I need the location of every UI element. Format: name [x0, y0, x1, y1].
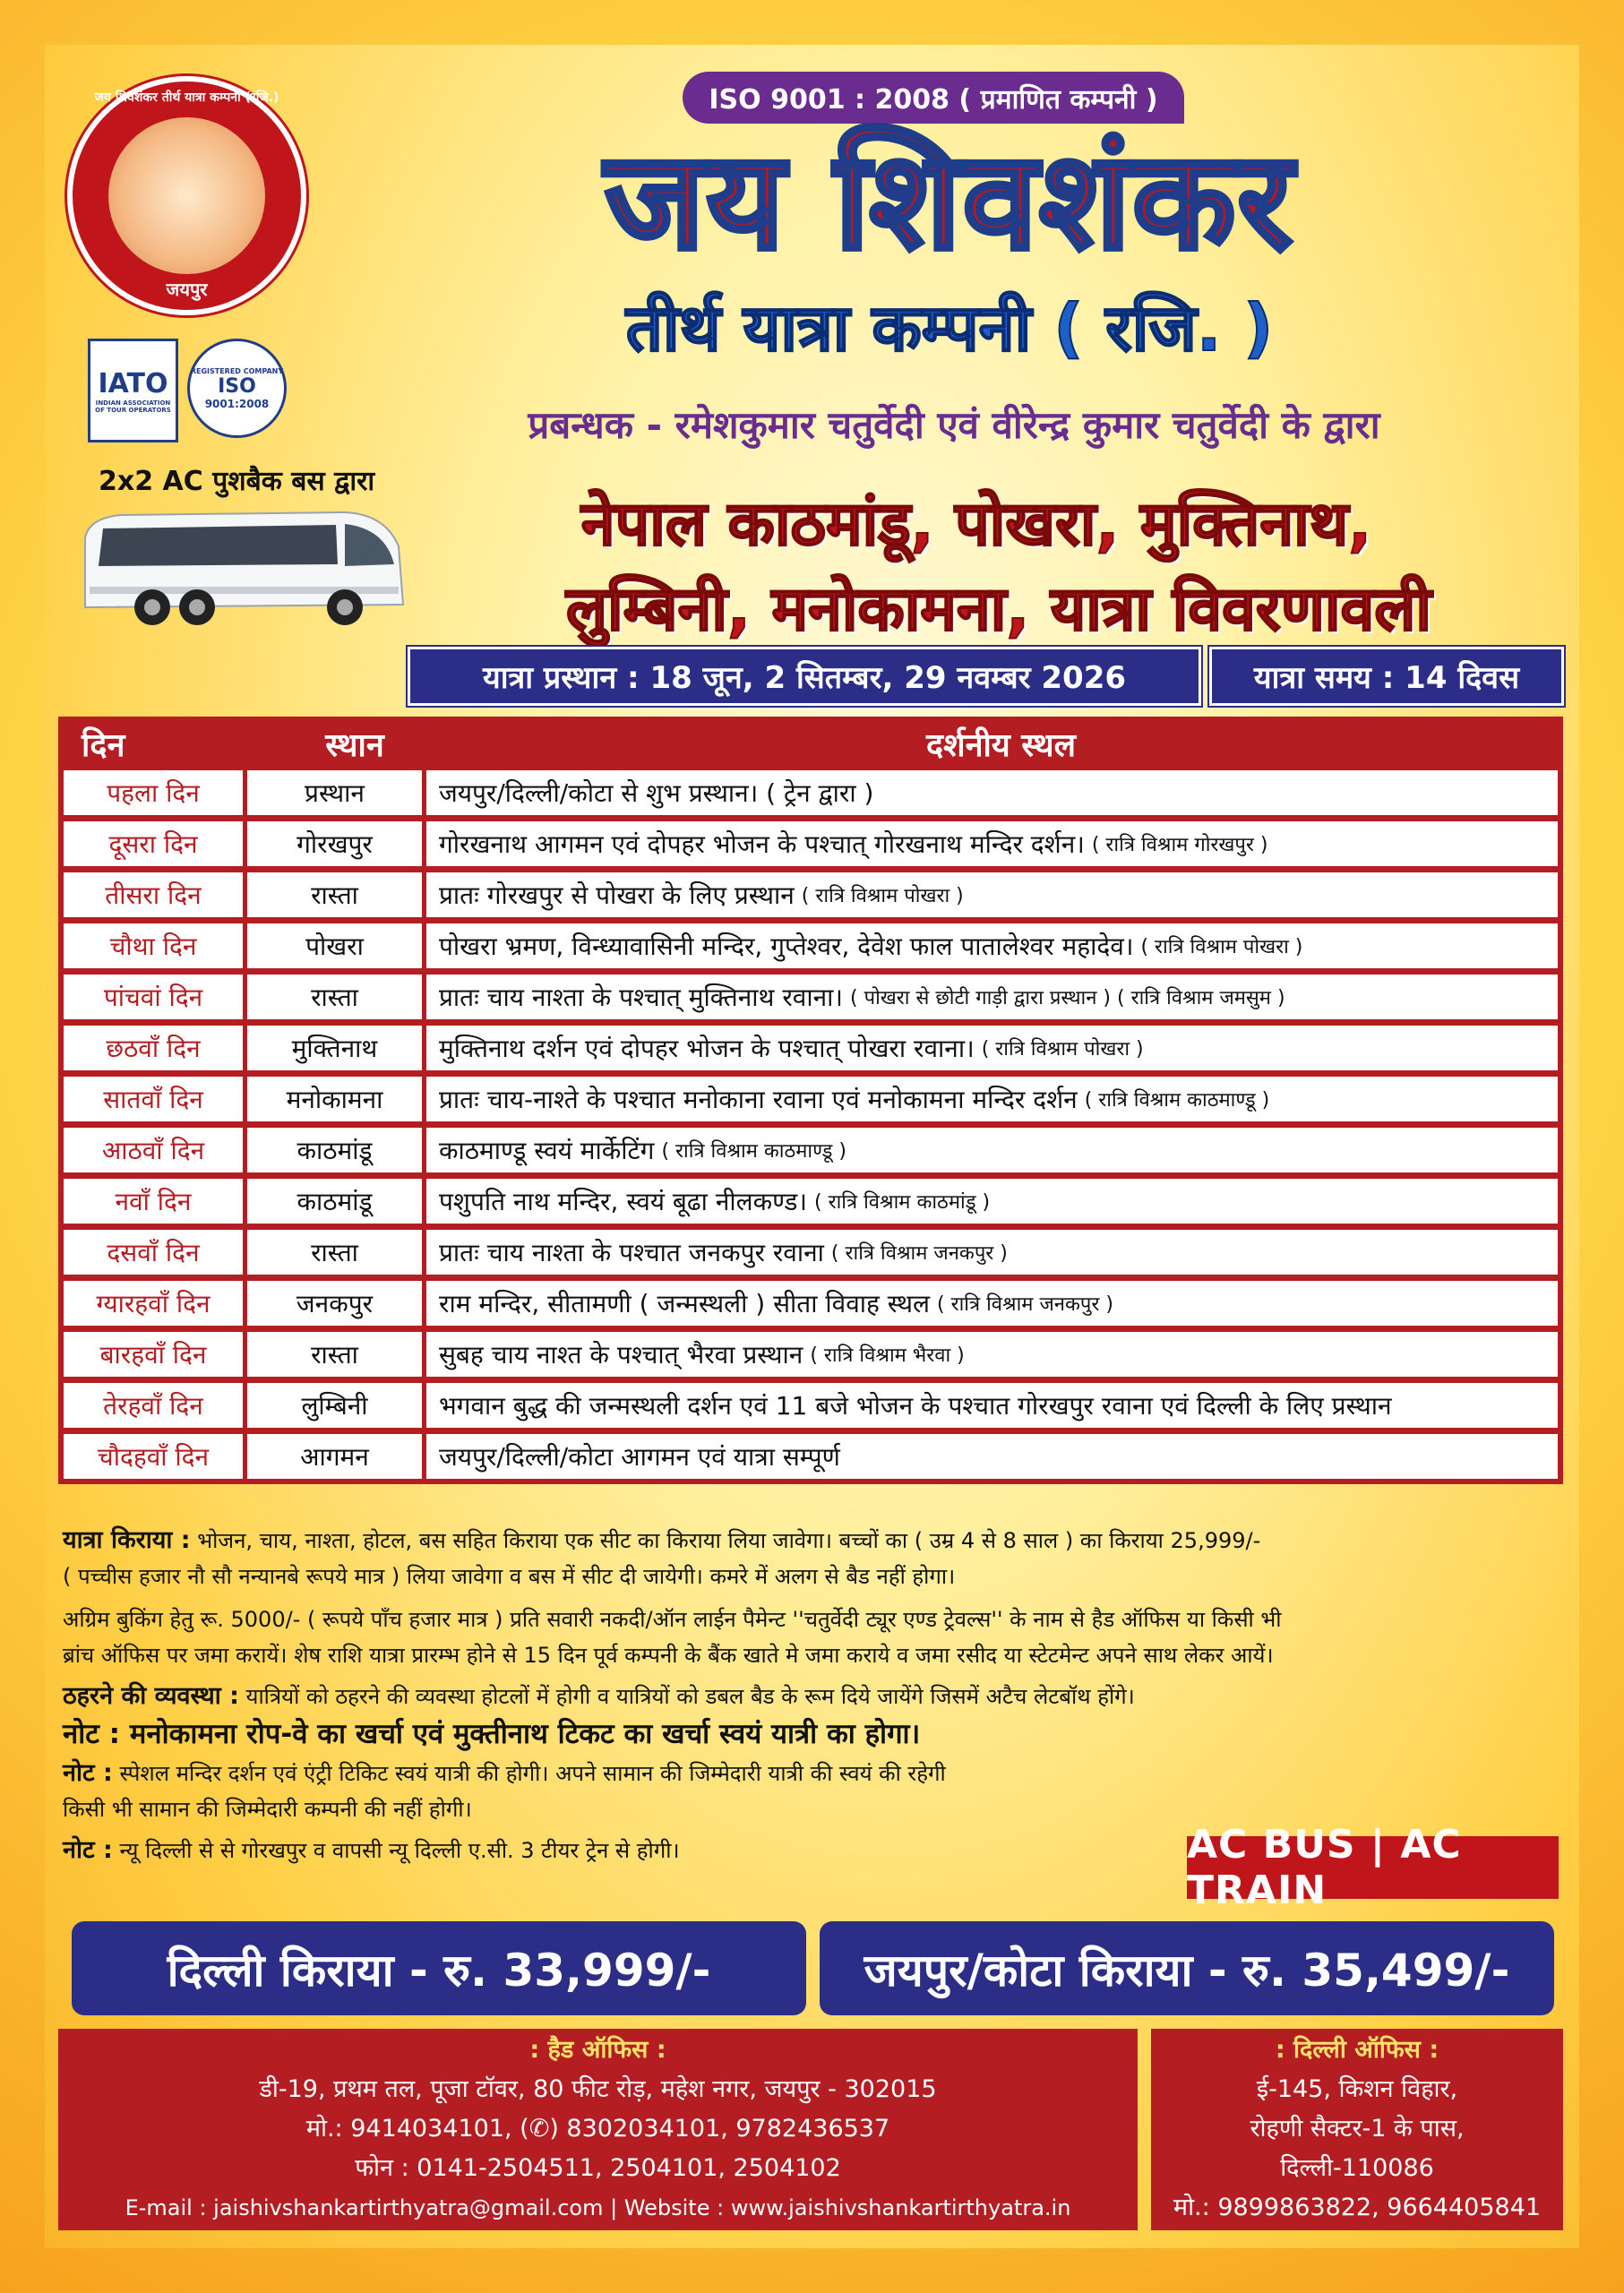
company-subtitle: तीर्थ यात्रा कम्पनी ( रजि. ) — [625, 290, 1274, 365]
header-place: स्थान — [325, 726, 384, 764]
row-place: मुक्तिनाथ — [247, 1026, 426, 1070]
tour-title-line1: नेपाल काठमांडू, पोखरा, मुक्तिनाथ, — [580, 489, 1372, 560]
iato-logo — [88, 339, 178, 442]
row-night-stay: ( रात्रि विश्राम भैरवा ) — [810, 1344, 965, 1367]
itinerary-row — [64, 1077, 1558, 1121]
note2-text: स्पेशल मन्दिर दर्शन एवं एंट्री टिकिट स्वयं यात्री की होगी। अपने सामान की जिम्मेदारी यात्री की स्वयं की रहेगी — [119, 1761, 946, 1786]
delhi-office-line1: ई-145, किशन विहार, — [1256, 2075, 1458, 2103]
itinerary-row — [64, 1434, 1558, 1479]
delhi-office-title: : दिल्ली ऑफिस : — [1275, 2036, 1439, 2064]
fare-label: यात्रा किराया : — [63, 1526, 191, 1554]
row-place: रास्ता — [247, 975, 426, 1019]
row-desc: मुक्तिनाथ दर्शन एवं दोपहर भोजन के पश्चात् पोखरा रवाना। — [439, 1034, 975, 1063]
row-sights — [426, 923, 1558, 968]
row-day: तेरहवाँ दिन — [64, 1383, 247, 1428]
row-day: पहला दिन — [64, 770, 247, 815]
itinerary-table — [58, 717, 1563, 1484]
head-office-email-website[interactable]: E-mail : jaishivshankartirthyatra@gmail.com | Website : www.jaishivshankartirthyatra.in — [125, 2195, 1071, 2220]
itinerary-row — [64, 770, 1558, 815]
row-desc: जयपुर/दिल्ली/कोटा आगमन एवं यात्रा सम्पूर्ण — [439, 1442, 840, 1472]
row-desc: प्रातः चाय नाश्ता के पश्चात जनकपुर रवाना — [439, 1238, 824, 1267]
row-sights — [426, 821, 1558, 866]
row-night-stay: ( रात्रि विश्राम गोरखपुर ) — [1091, 834, 1268, 856]
row-day: दसवाँ दिन — [64, 1230, 247, 1275]
row-desc: प्रातः चाय नाश्ता के पश्चात् मुक्तिनाथ रवाना। — [439, 983, 844, 1012]
row-night-stay: ( रात्रि विश्राम काठमाण्डू ) — [1084, 1089, 1270, 1112]
row-sights — [426, 975, 1558, 1019]
row-night-stay: ( रात्रि विश्राम पोखरा ) — [1140, 936, 1303, 958]
row-day: दूसरा दिन — [64, 821, 247, 866]
row-day: पांचवां दिन — [64, 975, 247, 1019]
stay-text: यात्रियों को ठहरने की व्यवस्था होटलों में होगी व यात्रियों को डबल बैड के रूम दिये जायेंगे जिसमें अटैच लेटबॉथ होंगे। — [245, 1684, 1135, 1709]
iato-sub: INDIAN ASSOCIATION OF TOUR OPERATORS — [95, 399, 171, 414]
departure-dates: यात्रा प्रस्थान : 18 जून, 2 सितम्बर, 29 नवम्बर 2026 — [408, 647, 1201, 706]
row-desc: काठमाण्डू स्वयं मार्केटिंग — [439, 1136, 655, 1165]
row-place: काठमांडू — [247, 1128, 426, 1172]
row-sights — [426, 1077, 1558, 1121]
itinerary-row — [64, 1128, 1558, 1172]
deity-image — [108, 117, 265, 274]
fare-terms — [63, 1523, 1568, 1559]
row-place: रास्ता — [247, 1332, 426, 1377]
row-night-stay: ( रात्रि विश्राम जनकपुर ) — [830, 1242, 1008, 1265]
head-office-title: : हैड ऑफिस : — [529, 2036, 666, 2064]
row-day: चौदहवाँ दिन — [64, 1434, 247, 1479]
head-office-mobile: मो.: 9414034101, (✆) 8302034101, 9782436537 — [305, 2115, 890, 2143]
row-sights — [426, 1332, 1558, 1377]
row-place: पोखरा — [247, 923, 426, 968]
row-place: आगमन — [247, 1434, 426, 1479]
note-special — [63, 1756, 1568, 1791]
row-place: लुम्बिनी — [247, 1383, 426, 1428]
row-desc: प्रातः गोरखपुर से पोखरा के लिए प्रस्थान — [439, 880, 795, 910]
trip-duration: यात्रा समय : 14 दिवस — [1209, 647, 1564, 706]
itinerary-row — [64, 872, 1558, 917]
itinerary-body — [64, 770, 1558, 1479]
row-night-stay: ( रात्रि विश्राम पोखरा ) — [981, 1038, 1144, 1061]
row-day: चौथा दिन — [64, 923, 247, 968]
row-night-stay: ( पोखरा से छोटी गाड़ी द्वारा प्रस्थान ) ( रात्रि विश्राम जमसुम ) — [850, 987, 1285, 1009]
row-sights — [426, 1179, 1558, 1224]
row-sights — [426, 1128, 1558, 1172]
note2-label: नोट : — [63, 1759, 113, 1787]
row-desc: जयपुर/दिल्ली/कोटा से शुभ प्रस्थान। ( ट्रेन द्वारा ) — [439, 778, 874, 808]
itinerary-row — [64, 975, 1558, 1019]
row-place: जनकपुर — [247, 1281, 426, 1326]
iso-label: ISO — [218, 374, 256, 398]
row-place: गोरखपुर — [247, 821, 426, 866]
header-day: दिन — [82, 726, 125, 764]
tour-title-line2: लुम्बिनी, मनोकामना, यात्रा विवरणावली — [565, 574, 1432, 645]
row-night-stay: ( रात्रि विश्राम काठमांडू ) — [814, 1191, 991, 1214]
row-day: तीसरा दिन — [64, 872, 247, 917]
itinerary-row — [64, 1281, 1558, 1326]
iso-sub: 9001:2008 — [204, 397, 270, 410]
row-desc: गोरखनाथ आगमन एवं दोपहर भोजन के पश्चात् गोरखनाथ मन्दिर दर्शन। — [439, 829, 1085, 859]
head-office-address: डी-19, प्रथम तल, पूजा टॉवर, 80 फीट रोड़, महेश नगर, जयपुर - 302015 — [259, 2075, 937, 2103]
row-night-stay: ( रात्रि विश्राम जनकपुर ) — [937, 1293, 1113, 1316]
stay-label: ठहरने की व्यवस्था : — [63, 1682, 239, 1710]
fare-text-1: भोजन, चाय, नाश्ता, होटल, बस सहित किराया एक सीट का किराया लिया जावेगा। बच्चों का ( उम्र 4 से 8 साल ) का किराया 25,999/- — [197, 1528, 1261, 1553]
jaipur-fare: जयपुर/कोटा किराया - रु. 35,499/- — [820, 1921, 1554, 2015]
row-night-stay: ( रात्रि विश्राम काठमाण्डू ) — [661, 1140, 846, 1163]
row-desc: राम मन्दिर, सीतामणी ( जन्मस्थली ) सीता विवाह स्थल — [439, 1289, 930, 1318]
row-desc: सुबह चाय नाश्त के पश्चात् भैरवा प्रस्थान — [439, 1340, 803, 1370]
row-day: आठवाँ दिन — [64, 1128, 247, 1172]
iato-label: IATO — [98, 367, 168, 399]
bus-illustration — [76, 502, 408, 636]
row-day: बारहवाँ दिन — [64, 1332, 247, 1377]
certifications — [88, 339, 287, 442]
note3-label: नोट : — [63, 1836, 113, 1864]
row-place: प्रस्थान — [247, 770, 426, 815]
row-desc: भगवान बुद्ध की जन्मस्थली दर्शन एवं 11 बजे भोजन के पश्चात गोरखपुर रवाना एवं दिल्ली के लिए प्रस्थान — [439, 1391, 1392, 1421]
row-sights — [426, 1230, 1558, 1275]
ac-bus-train-badge: AC BUS | AC TRAIN — [1187, 1836, 1559, 1899]
header-sights: दर्शनीय स्थल — [925, 726, 1076, 764]
note-special-2: किसी भी सामान की जिम्मेदारी कम्पनी की नहीं होगी। — [63, 1797, 472, 1822]
booking-terms-2: ब्रांच ऑफिस पर जमा करायें। शेष राशि यात्रा प्रारम्भ होने से 15 दिन पूर्व कम्पनी के बैंक खाते मे जमा कराये व जमा रसीद या स्टेटमेन्ट अपने साथ लेकर आयें। — [63, 1643, 1274, 1668]
row-sights — [426, 1383, 1558, 1428]
iso-badge: ISO 9001 : 2008 ( प्रमाणित कम्पनी ) — [683, 72, 1184, 124]
itinerary-row — [64, 923, 1558, 968]
delhi-fare: दिल्ली किराया - रु. 33,999/- — [72, 1921, 806, 2015]
row-day: सातवाँ दिन — [64, 1077, 247, 1121]
row-sights — [426, 770, 1558, 815]
iso-ring: REGISTERED COMPANY — [190, 366, 284, 375]
terms-section — [63, 1523, 1568, 1868]
itinerary-header — [64, 717, 1558, 770]
row-sights — [426, 872, 1558, 917]
managers-line: प्रबन्धक - रमेशकुमार चतुर्वेदी एवं वीरेन्द्र कुमार चतुर्वेदी के द्वारा — [528, 403, 1380, 447]
logo-city: जयपुर — [166, 279, 208, 300]
delhi-office — [1151, 2029, 1563, 2230]
company-logo — [67, 76, 306, 315]
itinerary-row — [64, 1026, 1558, 1070]
note-ropeway: नोट : मनोकामना रोप-वे का खर्चा एवं मुक्तीनाथ टिकट का खर्चा स्वयं यात्री का होगा। — [63, 1718, 921, 1750]
delhi-office-line3: दिल्ली-110086 — [1280, 2154, 1434, 2182]
row-desc: प्रातः चाय-नाश्ते के पश्चात मनोकाना रवाना एवं मनोकामना मन्दिर दर्शन — [439, 1085, 1078, 1114]
row-day: छठवाँ दिन — [64, 1026, 247, 1070]
logo-ring-text: जय शिवशंकर तीर्थ यात्रा कम्पनी (रजि.) — [94, 90, 279, 105]
row-place: रास्ता — [247, 1230, 426, 1275]
itinerary-row — [64, 821, 1558, 866]
row-place: मनोकामना — [247, 1077, 426, 1121]
fare-terms-2: ( पच्चीस हजार नौ सौ नन्यानबे रूपये मात्र ) लिया जावेगा व बस में सीट दी जायेगी। कमरे में अलग से बैड नहीं होगा। — [63, 1564, 956, 1589]
delhi-office-line2: रोहणी सैक्टर-1 के पास, — [1250, 2115, 1465, 2143]
itinerary-row — [64, 1230, 1558, 1275]
stay-terms — [63, 1679, 1568, 1714]
row-desc: पशुपति नाथ मन्दिर, स्वयं बूढा नीलकण्ड। — [439, 1187, 807, 1216]
booking-terms: अग्रिम बुकिंग हेतु रू. 5000/- ( रूपये पाँच हजार मात्र ) प्रति सवारी नकदी/ऑन लाईन पैमेन्ट ''चतुर्वेदी ट्यूर एण्ड ट्रेवल्स'' के नाम से हैड ऑफिस या किसी भी — [63, 1607, 1282, 1632]
bus-label: 2x2 AC पुशबैक बस द्वारा — [99, 466, 375, 497]
row-sights — [426, 1281, 1558, 1326]
iso-seal — [187, 339, 287, 438]
company-title: जय शिवशंकर — [605, 124, 1294, 279]
delhi-office-mobile: मो.: 9899863822, 9664405841 — [1173, 2194, 1542, 2221]
itinerary-row — [64, 1332, 1558, 1377]
note3-text: न्यू दिल्ली से से गोरखपुर व वापसी न्यू दिल्ली ए.सी. 3 टीयर ट्रेन से होगी। — [119, 1838, 680, 1863]
row-night-stay: ( रात्रि विश्राम पोखरा ) — [801, 885, 964, 907]
itinerary-row — [64, 1383, 1558, 1428]
row-day: ग्यारहवाँ दिन — [64, 1281, 247, 1326]
itinerary-row — [64, 1179, 1558, 1224]
row-place: रास्ता — [247, 872, 426, 917]
head-office-phone: फोन : 0141-2504511, 2504101, 2504102 — [355, 2154, 841, 2182]
row-place: काठमांडू — [247, 1179, 426, 1224]
row-day: नवाँ दिन — [64, 1179, 247, 1224]
row-sights — [426, 1026, 1558, 1070]
head-office — [58, 2029, 1138, 2230]
row-sights — [426, 1434, 1558, 1479]
row-desc: पोखरा भ्रमण, विन्ध्यावासिनी मन्दिर, गुप्तेश्वर, देवेश फाल पातालेश्वर महादेव। — [439, 932, 1134, 961]
